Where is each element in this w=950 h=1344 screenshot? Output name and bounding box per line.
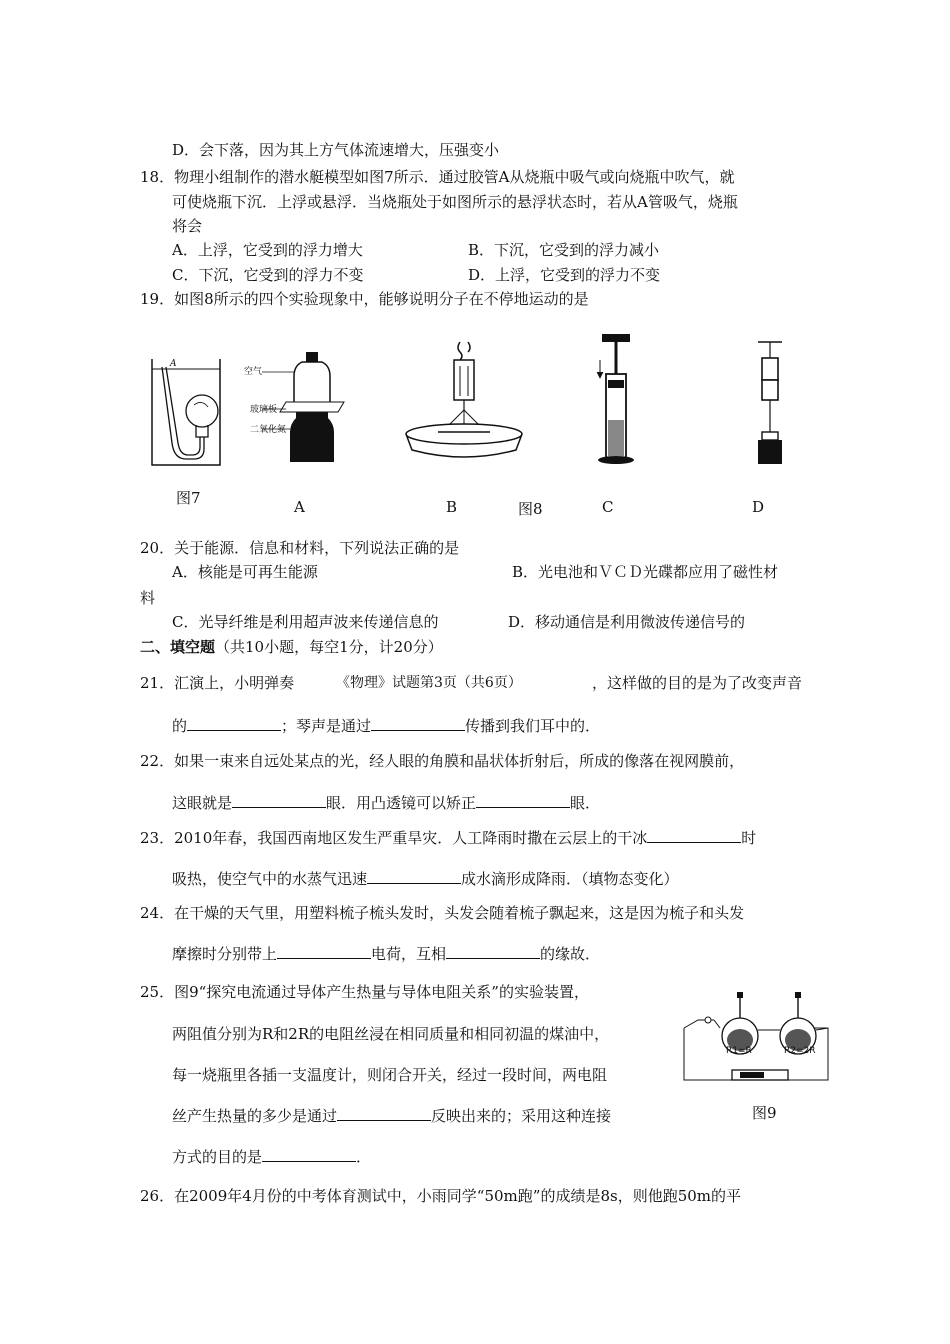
q22-line2-b: 眼．用凸透镜可以矫正	[326, 794, 477, 812]
section-2-title: 二、填空题	[140, 638, 216, 656]
q25-line5	[172, 1147, 371, 1167]
q25-line5-a: 方式的目的是	[172, 1148, 263, 1166]
q19-stem: 19．如图8所示的四个实验现象中，能够说明分子在不停地运动的是	[140, 290, 589, 308]
q21-line2	[172, 716, 600, 736]
q18-option-c: C．下沉，它受到的浮力不变	[172, 266, 364, 284]
q20-option-d: D．移动通信是利用微波传递信号的	[508, 613, 746, 631]
figure-7-tube-label: A	[170, 359, 177, 369]
q21-line2-c: 传播到我们耳中的．	[465, 717, 601, 735]
figure-8-caption: 图8	[518, 500, 543, 518]
q18-option-d: D．上浮，它受到的浮力不变	[468, 266, 661, 284]
figure-8c-compression-cylinder	[594, 330, 638, 470]
q24-blank-2[interactable]	[446, 944, 540, 959]
q25-line4-a: 丝产生热量的多少是通过	[172, 1107, 338, 1125]
figure-9-r2-label: R2=2R	[784, 1046, 816, 1056]
q25-line2: 两阻值分别为R和2R的电阻丝浸在相同质量和相同初温的煤油中，	[172, 1025, 610, 1043]
q20-option-a: A．核能是可再生能源	[172, 563, 318, 581]
q22-line2-a: 这眼就是	[172, 794, 233, 812]
q20-stem: 20．关于能源．信息和材料，下列说法正确的是	[140, 539, 460, 557]
q18-option-b: B．下沉，它受到的浮力减小	[468, 241, 660, 259]
q21-line2-a: 的	[172, 717, 188, 735]
q23-line2	[172, 869, 679, 889]
q21-footer-overlay: 《物理》试题第3页（共6页）	[336, 675, 522, 691]
q21-blank-2[interactable]	[371, 716, 465, 731]
q18-stem-line3: 将会	[172, 217, 203, 235]
q25-line4-b: 反映出来的；采用这种连接	[431, 1107, 612, 1125]
figure-9-caption: 图9	[752, 1104, 777, 1122]
q21-part2: ，这样做的目的是为了改变声音	[592, 674, 803, 692]
figure-8a-gas-diffusion	[244, 352, 354, 468]
figure-9-r1-label: R1=R	[726, 1046, 752, 1056]
q22-line2	[172, 793, 600, 813]
q21-blank-1[interactable]	[187, 716, 281, 731]
figure-9-circuit	[680, 990, 832, 1094]
q23-line1-b: 时	[741, 829, 757, 847]
q24-line2-b: 电荷，互相	[371, 945, 447, 963]
q18-stem-line2: 可使烧瓶下沉．上浮或悬浮．当烧瓶处于如图所示的悬浮状态时，若从A管吸气，烧瓶	[172, 193, 738, 211]
q20-option-b-cont: 料	[140, 589, 156, 607]
q25-line4	[172, 1106, 611, 1126]
q20-option-c: C．光导纤维是利用超声波来传递信息的	[172, 613, 439, 631]
q23-blank-1[interactable]	[647, 828, 741, 843]
q23-blank-2[interactable]	[367, 869, 461, 884]
q20-option-b: B．光电池和ＶＣＤ光碟都应用了磁性材	[512, 563, 779, 581]
q25-line3: 每一烧瓶里各插一支温度计，则闭合开关，经过一段时间，两电阻	[172, 1066, 608, 1084]
section-2-note: （共10小题，每空1分，计20分）	[215, 638, 443, 656]
q23-line1-a: 23．2010年春，我国西南地区发生严重旱灾．人工降雨时撒在云层上的干冰	[140, 829, 648, 847]
q21-part1: 21．汇演上，小明弹奏	[140, 674, 295, 692]
q24-blank-1[interactable]	[277, 944, 371, 959]
q25-line5-b: ．	[356, 1148, 372, 1166]
q18-stem-line1: 18．物理小组制作的潜水艇模型如图7所示．通过胶管A从烧瓶中吸气或向烧瓶中吹气，就	[140, 168, 735, 186]
figure-7-caption: 图7	[176, 489, 201, 507]
q23-line2-b: 成水滴形成降雨．（填物态变化）	[461, 870, 679, 888]
figure-8a-label: A	[294, 498, 305, 516]
q24-line2-c: 的缘故．	[540, 945, 601, 963]
section-2-heading	[140, 637, 443, 657]
q22-blank-1[interactable]	[232, 793, 326, 808]
q26-line1: 26．在2009年4月份的中考体育测试中，小雨同学“50m跑”的成绩是8s，则他跑50m的平	[140, 1187, 742, 1205]
q17-option-d: D．会下落，因为其上方气体流速增大，压强变小	[172, 141, 500, 159]
figure-8b-spring-scale	[398, 340, 528, 462]
q23-line2-a: 吸热，使空气中的水蒸气迅速	[172, 870, 368, 888]
q24-line1: 24．在干燥的天气里，用塑料梳子梳头发时，头发会随着梳子飘起来，这是因为梳子和头发	[140, 904, 745, 922]
q22-line2-c: 眼．	[570, 794, 601, 812]
figure-8b-label: B	[446, 498, 458, 516]
q25-line1: 25．图9“探究电流通过导体产生热量与导体电阻关系”的实验装置，	[140, 983, 589, 1001]
figure-8d-label: D	[752, 498, 765, 516]
q24-line2-a: 摩擦时分别带上	[172, 945, 278, 963]
figure-8a-air-label: 空气	[244, 367, 263, 377]
q22-line1: 22．如果一束来自远处某点的光，经人眼的角膜和晶状体折射后，所成的像落在视网膜前，	[140, 752, 745, 770]
q24-line2	[172, 944, 600, 964]
q25-blank-1[interactable]	[337, 1106, 431, 1121]
figure-8a-glass-label: 玻璃板	[250, 405, 278, 415]
q23-line1	[140, 828, 756, 848]
figure-7-submarine-model	[150, 353, 222, 473]
q18-option-a: A．上浮，它受到的浮力增大	[172, 241, 363, 259]
figure-8a-no2-label: 二氧化氮	[250, 425, 287, 435]
q21-line2-b: ；琴声是通过	[281, 717, 372, 735]
figure-8d-lead-cylinders	[752, 336, 788, 470]
q25-blank-2[interactable]	[262, 1147, 356, 1162]
figure-8c-label: C	[602, 498, 614, 516]
q22-blank-2[interactable]	[476, 793, 570, 808]
